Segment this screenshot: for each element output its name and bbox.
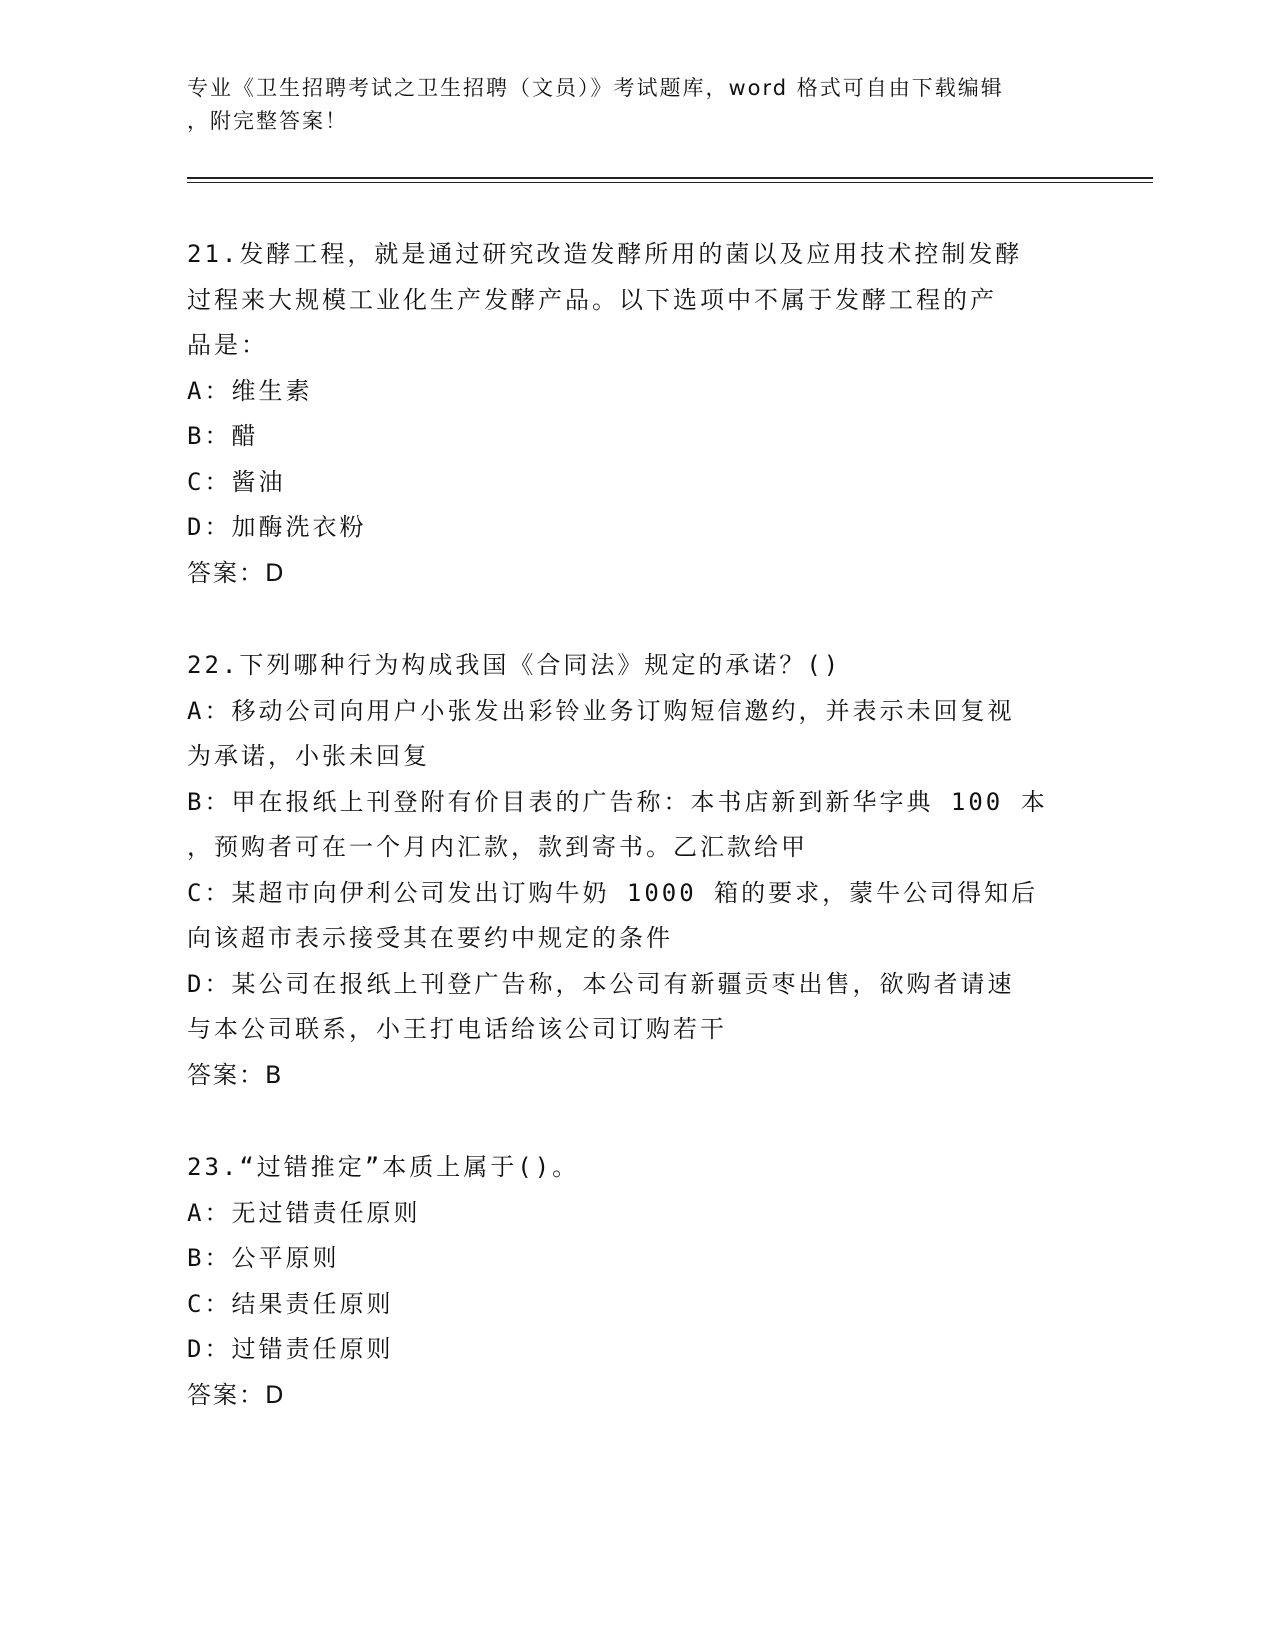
header-line-2: ，附完整答案！ (187, 109, 348, 133)
option-a: A：无过错责任原则 (187, 1198, 421, 1227)
header-divider (187, 177, 1153, 179)
question-22 (187, 643, 1087, 1098)
option-b: B：公平原则 (187, 1244, 340, 1272)
option-d: D：过错责任原则 (187, 1335, 394, 1363)
option-a-continued: 为承诺，小张未回复 (187, 742, 430, 770)
option-b-continued: ，预购者可在一个月内汇款，款到寄书。乙汇款给甲 (187, 833, 808, 861)
question-23 (187, 1145, 1087, 1418)
option-b: B：甲在报纸上刊登附有价目表的广告称：本书店新到新华字典 100 本 (187, 787, 1048, 816)
option-d: D：某公司在报纸上刊登广告称，本公司有新疆贡枣出售，欲购者请速 (187, 969, 1015, 998)
question-stem-line: 21.发酵工程，就是通过研究改造发酵所用的菌以及应用技术控制发酵 (187, 240, 1023, 268)
question-stem-line: 品是： (187, 331, 268, 359)
option-c: C：酱油 (187, 467, 286, 496)
header-line-1: 专业《卫生招聘考试之卫生招聘（文员）》考试题库，word 格式可自由下载编辑 (187, 76, 1004, 100)
question-21 (187, 232, 1087, 596)
document-header (187, 72, 1067, 138)
option-c: C：某超市向伊利公司发出订购牛奶 1000 箱的要求，蒙牛公司得知后 (187, 878, 1039, 907)
option-d-continued: 与本公司联系，小王打电话给该公司订购若干 (187, 1015, 727, 1043)
question-stem-line: 23.“过错推定”本质上属于()。 (187, 1153, 580, 1181)
answer-text: 答案：B (187, 1060, 284, 1089)
option-b: B：醋 (187, 422, 259, 450)
option-a: A：维生素 (187, 376, 313, 405)
question-stem-line: 22.下列哪种行为构成我国《合同法》规定的承诺？() (187, 651, 842, 679)
question-list (187, 232, 1087, 1465)
option-c: C：结果责任原则 (187, 1289, 394, 1318)
option-c-continued: 向该超市表示接受其在要约中规定的条件 (187, 924, 673, 952)
question-stem-line: 过程来大规模工业化生产发酵产品。以下选项中不属于发酵工程的产 (187, 285, 997, 314)
option-d: D：加酶洗衣粉 (187, 513, 367, 541)
answer-text: 答案：D (187, 558, 286, 587)
option-a: A：移动公司向用户小张发出彩铃业务订购短信邀约，并表示未回复视 (187, 696, 1015, 725)
header-divider-thin (187, 182, 1153, 183)
answer-text: 答案：D (187, 1380, 286, 1409)
